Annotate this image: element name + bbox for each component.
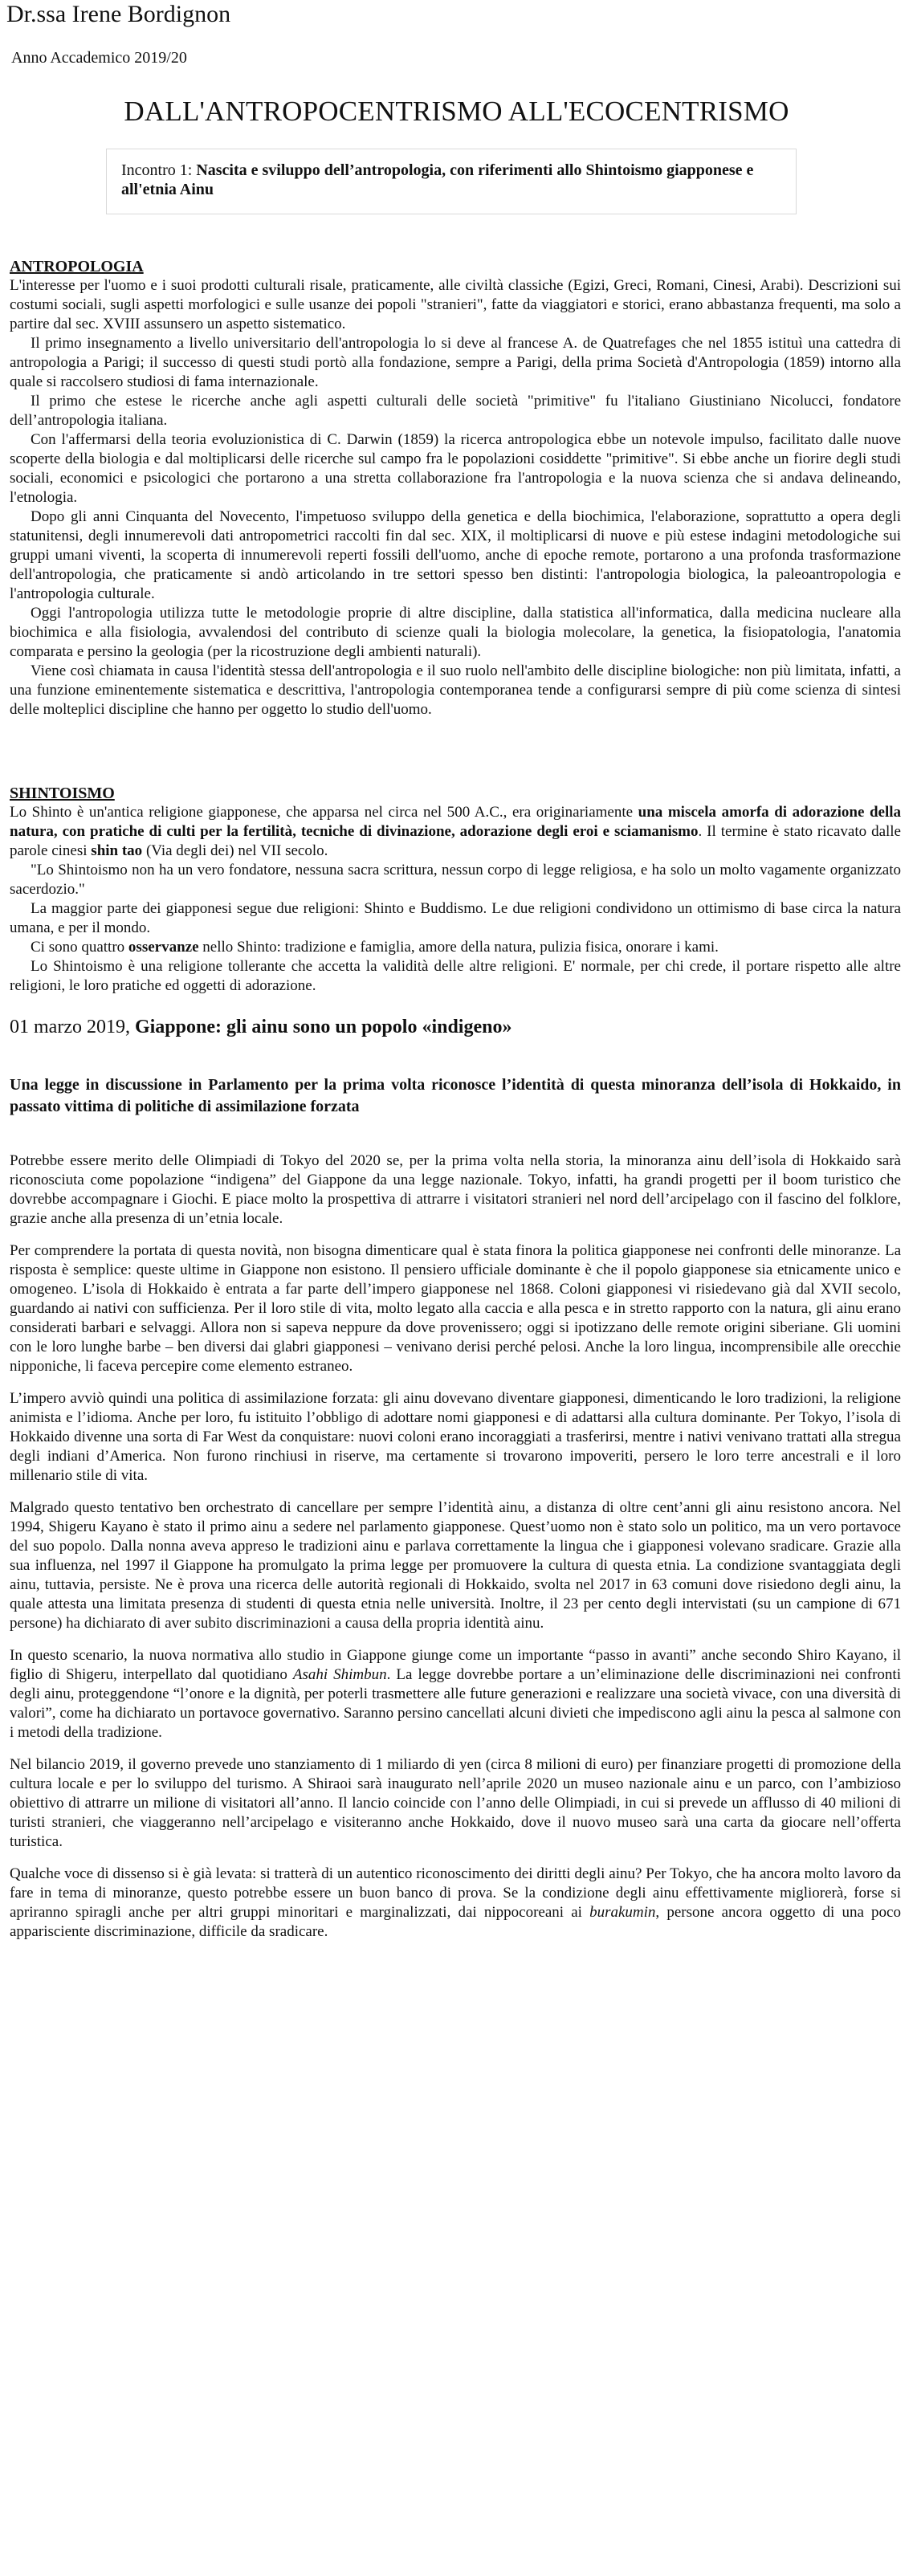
antropologia-paragraph: Il primo che estese le ricerche anche agli aspetti culturali delle società "primitive" fu l'italiano Giustiniano Nicolucci, fondatore dell’antropologia italiana.: [10, 393, 901, 429]
text-run: , persone ancora oggetto di una poco apparisciente discriminazione, difficile da sradicare.: [10, 1904, 901, 1940]
antropologia-paragraph: Oggi l'antropologia utilizza tutte le metodologie proprie di altre discipline, dalla statistica all'informatica, dalla medicina nucleare alla biochimica e alla fisiologia, avvalendosi del contributo di scienze quali la biologia molecolare, la genetica, la fisiopatologia, l'anatomia comparata e persino la geologia (per la ricostruzione degli ambienti naturali).: [10, 605, 901, 660]
article-headline: Giappone: gli ainu sono un popolo «indigeno»: [134, 1017, 512, 1037]
antropologia-paragraph: L'interesse per l'uomo e i suoi prodotti culturali risale, praticamente, alle civiltà classiche (Egizi, Greci, Romani, Cinesi, Arabi). Descrizioni sui costumi sociali, sugli aspetti morfologici e sulle usanze dei popoli "stranieri", fatte da viaggiatori e storici, erano abbastanza frequenti, ma solo a partire dal sec. XVIII assunsero un aspetto sistematico.: [10, 277, 901, 332]
article-paragraph: [10, 1646, 901, 1742]
text-run: nello Shinto: tradizione e famiglia, amore della natura, pulizia fisica, onorare i kami.: [198, 939, 719, 956]
meeting-title: Nascita e sviluppo dell’antropologia, con riferimenti allo Shintoismo giapponese e all'etnia Ainu: [121, 161, 754, 198]
page-title: DALL'ANTROPOCENTRISMO ALL'ECOCENTRISMO: [124, 96, 789, 127]
shintoismo-paragraph: Lo Shintoismo è una religione tollerante che accetta la validità delle altre religioni. E' normale, per chi crede, il portare rispetto alle altre religioni, le loro pratiche ed oggetti di adorazione.: [10, 958, 901, 994]
shintoismo-paragraph: [10, 938, 901, 957]
text-run: Qualche voce di dissenso si è già levata: si tratterà di un autentico riconoscimento dei diritti degli ainu? Per Tokyo, che ha ancora molto lavoro da fare in tema di minoranze, questo potrebbe essere un buon banco di prova. Se la condizione degli ainu effettivamente migliorerà, forse si apriranno spiragli anche per altri gruppi minoritari e marginalizzati, dai nippocoreani ai: [10, 1865, 901, 1921]
text-run: . Il termine è stato ricavato dalle parole cinesi: [10, 823, 901, 859]
italic-run: burakumin: [589, 1904, 656, 1921]
article-paragraph: Malgrado questo tentativo ben orchestrato di cancellare per sempre l’identità ainu, a distanza di oltre cent’anni gli ainu resistono ancora. Nel 1994, Shigeru Kayano è stato il primo ainu a sedere nel parlamento giapponese. Quest’uomo non è stato solo un politico, ma un vero portavoce del suo popolo. Dalla nonna aveva appreso le tradizioni ainu e parlava correttamente la lingua che i giapponesi volevano sradicare. Grazie alla sua influenza, nel 1997 il Giappone ha promulgato la prima legge per promuovere la cultura di questa etnia. La condizione svantaggiata degli ainu, tuttavia, persiste. Ne è prova una ricerca delle autorità regionali di Hokkaido, svolta nel 2017 in 63 comuni dove risiedono degli ainu, la quale attesta una limitata presenza di studenti di questa etnia nelle università. Inoltre, il 23 per cento degli intervistati (su un campione di 671 persone) ha dichiarato di aver subito discriminazioni a causa della propria identità ainu.: [10, 1499, 901, 1632]
text-run: Ci sono quattro: [31, 939, 128, 956]
academic-year: Anno Accademico 2019/20: [11, 49, 187, 67]
shintoismo-paragraph: "Lo Shintoismo non ha un vero fondatore, nessuna sacra scrittura, nessun corpo di legge religiosa, e ha solo un molto vagamente organizzato sacerdozio.": [10, 862, 901, 898]
meeting-box: [106, 149, 797, 214]
meeting-prefix: Incontro 1:: [121, 161, 197, 179]
article-date: 01 marzo 2019,: [10, 1017, 135, 1037]
shintoismo-paragraph: [10, 803, 901, 861]
text-run: (Via degli dei) nel VII secolo.: [142, 842, 328, 859]
italic-run: Asahi Shimbun: [292, 1666, 387, 1683]
antropologia-paragraph: Viene così chiamata in causa l'identità stessa dell'antropologia e il suo ruolo nell'ambito delle discipline biologiche: non più limitata, infatti, a una funzione eminentemente sistematica e descrittiva, l'antropologia contemporanea tende a configurarsi sempre di più come scienza di sintesi delle molteplici discipline che hanno per oggetto lo studio dell'uomo.: [10, 662, 901, 718]
text-run: . La legge dovrebbe portare a un’eliminazione delle discriminazioni nei confronti degli ainu, proteggendone “l’onore e la dignità, per poterli trasmettere alle future generazioni e realizzare una società vivace, con una diversità di valori”, come ha dichiarato un portavoce governativo. Saranno persino cancellati alcuni divieti che impediscono agli ainu la pesca al salmone con i metodi della tradizione.: [10, 1666, 901, 1741]
antropologia-paragraph: Il primo insegnamento a livello universitario dell'antropologia lo si deve al francese A. de Quatrefages che nel 1855 istituì una cattedra di antropologia a Parigi; il successo di questi studi portò alla fondazione, sempre a Parigi, della prima Società d'Antropologia (1859) intorno alla quale si raccolsero studiosi di fama internazionale.: [10, 335, 901, 390]
article-paragraph: [10, 1865, 901, 1942]
antropologia-paragraph: Dopo gli anni Cinquanta del Novecento, l'impetuoso sviluppo della genetica e della biochimica, l'elaborazione, soprattutto a opera degli statunitensi, degli innumerevoli dati antropometrici raccolti fin dal sec. XIX, il moltiplicarsi di nuove e più estese indagini metodologiche sui gruppi umani viventi, la scoperta di innumerevoli reperti fossili dell'uomo, anche di epoche remote, portarono a una profonda trasformazione dell'antropologia, che praticamente si andò articolando in tre settori spesso ben distinti: l'antropologia biologica, la paleoantropologia e l'antropologia culturale.: [10, 508, 901, 602]
shintoismo-paragraph: La maggior parte dei giapponesi segue due religioni: Shinto e Buddismo. Le due religioni condividono un ottimismo di base circa la natura umana, e per il mondo.: [10, 900, 901, 936]
text-run: Lo Shinto è un'antica religione giapponese, che apparsa nel circa nel 500 A.C., era originariamente: [10, 804, 638, 821]
section-spacer: [10, 719, 901, 784]
author-name: Dr.ssa Irene Bordignon: [6, 1, 231, 27]
main-content: [10, 257, 901, 1954]
article-paragraph: Potrebbe essere merito delle Olimpiadi di Tokyo del 2020 se, per la prima volta nella storia, la minoranza ainu dell’isola di Hokkaido sarà riconosciuta come popolazione “indigena” del Giappone da una legge nazionale. Tokyo, infatti, ha grandi progetti per il boom turistico che dovrebbe accompagnare i Giochi. E piace molto la prospettiva di attrarre i visitatori stranieri nel nord dell’arcipelago con il fascino del folklore, grazie anche alla presenza di un’etnia locale.: [10, 1152, 901, 1227]
text-run: In questo scenario, la nuova normativa allo studio in Giappone giunge come un importante “passo in avanti” anche secondo Shiro Kayano, il figlio di Shigeru, interpellato dal quotidiano: [10, 1647, 901, 1683]
article-dateline: [10, 1015, 901, 1039]
shintoismo-heading: SHINTOISMO: [10, 785, 115, 802]
article-body: [10, 1151, 901, 1942]
bold-run: una miscela amorfa di adorazione della natura, con pratiche di culti per la fertilità, tecniche di divinazione, adorazione degli eroi e sciamanismo: [10, 804, 902, 840]
article-paragraph: Nel bilancio 2019, il governo prevede uno stanziamento di 1 miliardo di yen (circa 8 milioni di euro) per finanziare progetti di promozione della cultura locale e per lo sviluppo del turismo. A Shiraoi sarà inaugurato nell’aprile 2020 un museo nazionale ainu e un parco, con l’ambizioso obiettivo di attrarre un milione di visitatori all’anno. Il lancio coincide con l’anno delle Olimpiadi, in cui si prevede un afflusso di 40 milioni di turisti stranieri, che viaggeranno nell’arcipelago e visiteranno anche Hokkaido, dove il nuovo museo sarà una carta da giocare nell’offerta turistica.: [10, 1756, 901, 1850]
bold-run: shin tao: [91, 842, 143, 859]
bold-run: osservanze: [128, 939, 199, 956]
section-antropologia: [10, 257, 901, 719]
article-lead: Una legge in discussione in Parlamento per la prima volta riconosce l’identità di questa minoranza dell’isola di Hokkaido, in passato vittima di politiche di assimilazione forzata: [10, 1076, 901, 1115]
article-paragraph: L’impero avviò quindi una politica di assimilazione forzata: gli ainu dovevano diventare giapponesi, dimenticando le loro tradizioni, la religione animista e l’idioma. Anche per loro, fu istituito l’obbligo di adottare nomi giapponesi e di adattarsi alla cultura dominante. Per Tokyo, l’isola di Hokkaido divenne una sorta di Far West da conquistare: nuovi coloni erano incoraggiati a trasferirsi, mentre i nativi venivano trattati alla stregua degli indiani d’America. Non furono rinchiusi in riserve, ma certamente si trovarono impoveriti, persero le loro terre ancestrali e il loro millenario stile di vita.: [10, 1390, 901, 1484]
section-shintoismo: [10, 784, 901, 996]
antropologia-heading: ANTROPOLOGIA: [10, 258, 144, 275]
antropologia-paragraph: Con l'affermarsi della teoria evoluzionistica di C. Darwin (1859) la ricerca antropologica ebbe un notevole impulso, facilitato dalle nuove scoperte della biologia e dal moltiplicarsi delle ricerche sul campo fra le popolazioni cosiddette "primitive". Si ebbe anche un fiorire degli studi sociali, economici e psicologici che portarono a una stretta collaborazione fra l'antropologia e la nuova scienza che si andava delineando, l'etnologia.: [10, 431, 901, 506]
article-paragraph: Per comprendere la portata di questa novità, non bisogna dimenticare qual è stata finora la politica giapponese nei confronti delle minoranze. La risposta è semplice: queste ultime in Giappone non esistono. Il pensiero ufficiale dominante è che il popolo giapponese sia etnicamente unico e omogeneo. L’isola di Hokkaido è entrata a far parte dell’impero giapponese nel 1868. Coloni giapponesi vi risiedevano già dal XVII secolo, guardando ai nativi con sufficienza. Per il loro stile di vita, molto legato alla caccia e alla pesca e in stretto rapporto con la natura, gli ainu erano considerati barbari e selvaggi. Allora non si sapeva neppure da dove provenissero; oggi si ipotizzano delle remote origini siberiane. Gli uomini con le loro lunghe barbe – ben diversi dai glabri giapponesi – venivano derisi perché pelosi. Anche la loro lingua, incomprensibile alle orecchie nipponiche, li faceva percepire come elemento estraneo.: [10, 1242, 901, 1375]
